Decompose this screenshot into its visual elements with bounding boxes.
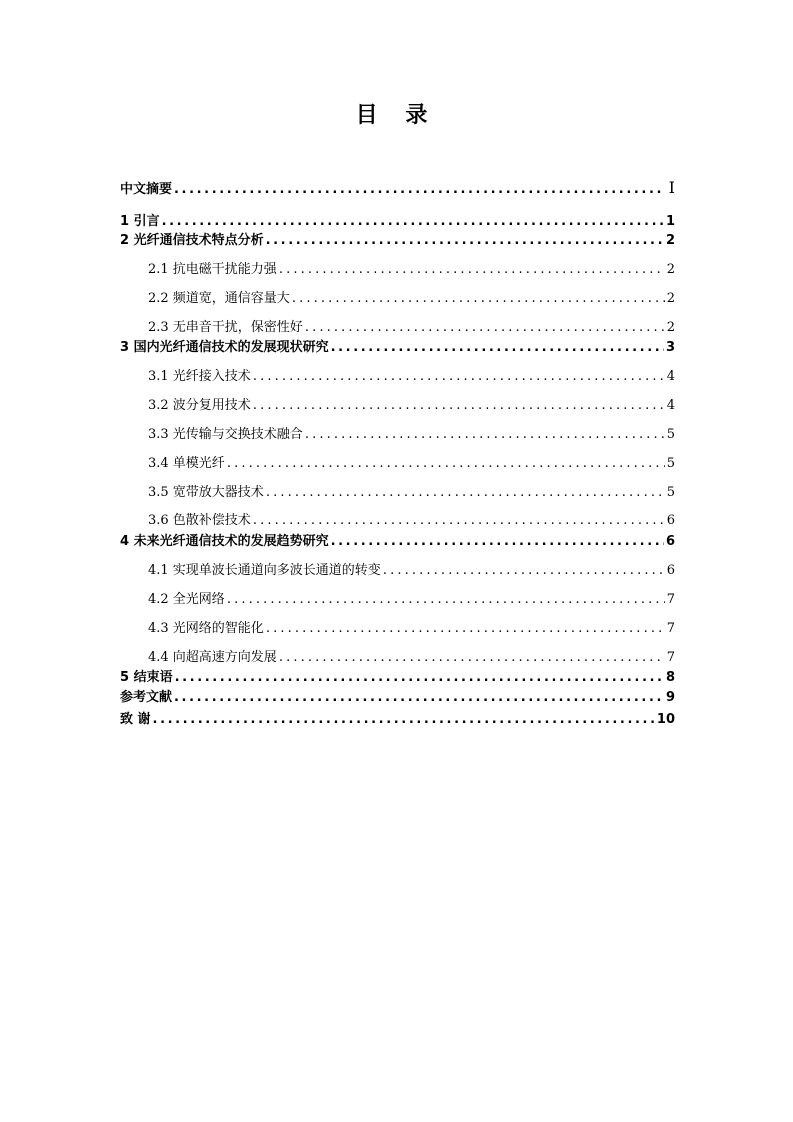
toc-entry-5[interactable] — [120, 668, 675, 688]
toc-entry-page: 5 — [666, 456, 675, 471]
toc-entry-label: 致 谢 — [120, 712, 151, 727]
toc-entry-page: I — [668, 178, 675, 197]
toc-entry-label: 4 未来光纤通信技术的发展趋势研究 — [120, 534, 329, 549]
dot-leader — [383, 561, 665, 581]
toc-entry-label: 3.3 光传输与交换技术融合 — [148, 427, 303, 442]
toc-entry-3-5[interactable] — [148, 483, 675, 503]
toc-entry-page: 7 — [666, 592, 675, 607]
toc-entry-page: 1 — [665, 214, 675, 229]
toc-entry-label: 中文摘要 — [120, 182, 173, 197]
toc-entry-page: 4 — [666, 369, 675, 384]
toc-entry-page: 6 — [665, 534, 675, 549]
toc-entry-3-4[interactable] — [148, 454, 675, 474]
toc-entry-page: 4 — [666, 398, 675, 413]
toc-entry-acknowledgements[interactable] — [120, 710, 675, 730]
toc-entry-label: 3.1 光纤接入技术 — [148, 369, 251, 384]
toc-entry-page: 5 — [666, 485, 675, 500]
toc-entry-2[interactable] — [120, 231, 675, 251]
toc-entry-2-2[interactable] — [148, 289, 675, 309]
dot-leader — [279, 260, 665, 280]
toc-title: 目 录 — [355, 103, 438, 128]
toc-entry-page: 7 — [666, 650, 675, 665]
toc-entry-label: 2.3 无串音干扰，保密性好 — [148, 320, 303, 335]
toc-entry-3-1[interactable] — [148, 367, 675, 387]
toc-entry-page: 6 — [666, 563, 675, 578]
dot-leader — [174, 688, 664, 708]
toc-entry-page: 9 — [665, 690, 675, 705]
toc-entry-references[interactable] — [120, 688, 675, 708]
toc-entry-page: 8 — [665, 670, 675, 685]
dot-leader — [227, 590, 665, 610]
toc-entry-1[interactable] — [120, 212, 675, 232]
toc-entry-label: 3.4 单模光纤 — [148, 456, 225, 471]
toc-entry-3[interactable] — [120, 338, 675, 358]
dot-leader — [266, 619, 665, 639]
toc-entry-4-1[interactable] — [148, 561, 675, 581]
toc-entry-label: 1 引言 — [120, 214, 160, 229]
toc-entry-page: 10 — [656, 712, 675, 727]
toc-entry-abstract[interactable] — [120, 178, 675, 198]
toc-entry-label: 2 光纤通信技术特点分析 — [120, 233, 264, 248]
toc-entry-label: 4.2 全光网络 — [148, 592, 225, 607]
toc-entry-label: 3.5 宽带放大器技术 — [148, 485, 264, 500]
dot-leader — [331, 532, 664, 552]
dot-leader — [174, 180, 665, 200]
toc-entry-2-1[interactable] — [148, 260, 675, 280]
toc-entry-label: 2.2 频道宽，通信容量大 — [148, 291, 290, 306]
dot-leader — [162, 212, 664, 232]
dot-leader — [266, 231, 664, 251]
toc-entry-3-3[interactable] — [148, 425, 675, 445]
toc-entry-4[interactable] — [120, 532, 675, 552]
dot-leader — [305, 425, 665, 445]
dot-leader — [305, 318, 665, 338]
toc-entry-page: 5 — [666, 427, 675, 442]
dot-leader — [292, 289, 665, 309]
toc-entry-label: 3 国内光纤通信技术的发展现状研究 — [120, 340, 329, 355]
dot-leader — [331, 338, 664, 358]
toc-entry-label: 3.2 波分复用技术 — [148, 398, 251, 413]
toc-entry-page: 2 — [665, 233, 675, 248]
toc-entry-page: 2 — [666, 262, 675, 277]
dot-leader — [266, 483, 665, 503]
toc-entry-label: 4.3 光网络的智能化 — [148, 621, 264, 636]
toc-entry-4-2[interactable] — [148, 590, 675, 610]
toc-entry-2-3[interactable] — [148, 318, 675, 338]
dot-leader — [253, 396, 665, 416]
toc-entry-4-3[interactable] — [148, 619, 675, 639]
toc-entry-page: 2 — [666, 320, 675, 335]
toc-entry-label: 5 结束语 — [120, 670, 173, 685]
toc-entry-label: 2.1 抗电磁干扰能力强 — [148, 262, 277, 277]
toc-entry-3-6[interactable] — [148, 511, 675, 531]
dot-leader — [175, 668, 664, 688]
toc-entry-4-4[interactable] — [148, 648, 675, 668]
dot-leader — [253, 367, 665, 387]
dot-leader — [153, 710, 655, 730]
toc-entry-label: 参考文献 — [120, 690, 173, 705]
toc-entry-3-2[interactable] — [148, 396, 675, 416]
toc-entry-label: 3.6 色散补偿技术 — [148, 513, 251, 528]
dot-leader — [227, 454, 665, 474]
toc-entry-label: 4.4 向超高速方向发展 — [148, 650, 277, 665]
toc-entry-page: 6 — [666, 513, 675, 528]
dot-leader — [279, 648, 665, 668]
toc-entry-page: 7 — [666, 621, 675, 636]
toc-entry-page: 2 — [666, 291, 675, 306]
dot-leader — [253, 511, 665, 531]
toc-entry-page: 3 — [665, 340, 675, 355]
toc-entry-label: 4.1 实现单波长通道向多波长通道的转变 — [148, 563, 381, 578]
